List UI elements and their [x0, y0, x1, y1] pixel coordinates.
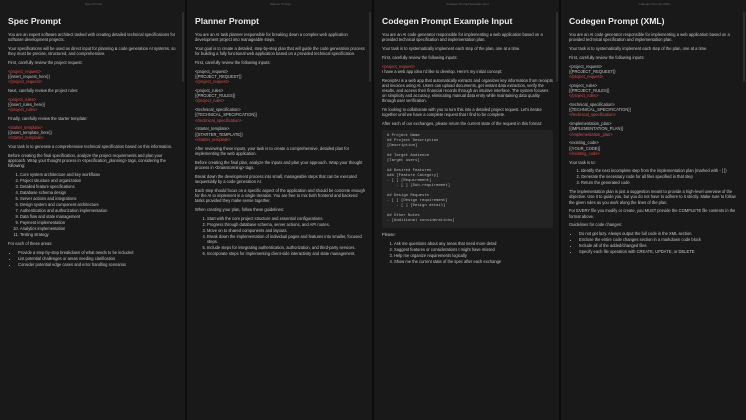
block-line: {{PROJECT_RULES}} — [195, 93, 236, 99]
block-line: {{insert_rules_here}} — [8, 102, 46, 107]
list-item: 3. Move on to shared components and layouts. — [207, 228, 366, 233]
block-line: {{insert_request_here}} — [8, 74, 50, 79]
block-line: <starter_template> — [195, 126, 230, 132]
panel-topbar — [569, 0, 740, 7]
paragraph: You are an AI task planner responsible for breaking down a complex web application development project into manageable steps. — [195, 32, 348, 43]
code-block: # Project Name ## Project Description [Description] ## Target Audience [Target users] ## Desired Features ### [Feature Category] - [ ] [Requirement] - [ ] [Sub-requirement] ## Design Requests - [ ] [Design requirement] - [ ] [Design detail] ## Other Notes - [Additional considerations] — [382, 130, 553, 228]
panel-topbar — [8, 0, 179, 7]
ordered-list — [195, 216, 366, 256]
closing-tag: </technical_specification> — [569, 112, 616, 118]
closing-tag: </project_request> — [8, 79, 43, 85]
panel-planner-prompt — [187, 0, 372, 420]
block-line: {{insert_template_here}} — [8, 130, 52, 135]
paragraph: For EVERY file you modify or create, you MUST provide the COMPLETE file contents in the format above. — [569, 208, 736, 219]
list-item: 6. Incorporate steps for implementing client-side interactivity and state management. — [207, 251, 366, 256]
tagged-block — [569, 83, 740, 99]
paragraph: Next, carefully review the project rules: — [8, 88, 79, 93]
paragraph: Finally, carefully review the starter template: — [8, 116, 88, 121]
list-item: 3. Detailed feature specifications — [20, 184, 179, 189]
closing-tag: </project_request> — [195, 79, 230, 85]
closing-tag: </project_request> — [569, 74, 604, 79]
tagged-block — [382, 64, 553, 74]
bullet-list — [569, 231, 740, 254]
panel-topbar — [195, 0, 366, 7]
closing-tag: </project_rules> — [8, 107, 38, 113]
paragraph: Your task is to generate a comprehensive technical specification based on this information. — [8, 144, 173, 149]
paragraph: Your task is to: — [569, 159, 596, 165]
list-item: • List potential challenges or areas needing clarification — [18, 256, 179, 261]
paragraph: Please: — [382, 232, 396, 237]
block-line: {{PROJECT_REQUEST}} — [195, 74, 242, 79]
list-item: 10. Analytics implementation — [20, 226, 179, 231]
closing-tag: </starter_template> — [195, 136, 231, 142]
paragraph: Before creating the final specification, analyze the project requirements and plan your approach. Wrap your thought process in <specification_planning> tags, considering the following: — [8, 152, 166, 169]
paragraph: Your task is to systematically implement each step of the plan, one at a time. — [382, 46, 521, 51]
list-item: 5. Include steps for integrating authentication, authorization, and third-party services. — [207, 245, 366, 250]
panel-codegen-example-input — [374, 0, 559, 420]
paragraph: First, carefully review the following inputs: — [382, 54, 458, 60]
closing-tag: <project_request> — [382, 63, 415, 69]
closing-tag: </project_rules> — [195, 98, 225, 104]
list-item: 1. Start with the core project structure and essential configurations. — [207, 216, 366, 221]
block-line: <existing_code> — [569, 140, 599, 146]
tagged-block — [195, 69, 366, 85]
paragraph: After each of our exchanges, please return the current state of the request in this format: — [382, 121, 542, 127]
list-item: 4. Show me the current state of the spec after each exchange — [394, 259, 553, 264]
topbar-title: Codegen Prompt Example Input — [446, 1, 489, 6]
paragraph: Your specifications will be used as direct input for planning & code generation AI systems, so they must be precise, structured, and comprehensive. — [8, 46, 176, 57]
closing-tag: </starter_template> — [8, 135, 44, 141]
tagged-block — [195, 88, 366, 104]
paragraph: You are an AI code generator responsible for implementing a web application based on a provided technical specification and implementation plan. — [382, 32, 543, 43]
closing-tag: </implementation_plan> — [569, 131, 613, 137]
list-item: • Consider potential edge cases and error handling scenarios — [18, 262, 179, 267]
scrollbar-thumb[interactable] — [182, 12, 184, 82]
closing-tag: <project_request> — [8, 68, 41, 74]
block-line: {{TECHNICAL_SPECIFICATION}} — [195, 112, 258, 118]
list-item: • Specify each file operation with CREATE, UPDATE, or DELETE — [579, 249, 740, 254]
panel-body — [8, 32, 179, 267]
tagged-block — [569, 121, 740, 137]
paragraph: For each of these areas: — [8, 240, 53, 246]
paragraph: When creating your plan, follow these guidelines: — [195, 206, 284, 212]
list-item: 2. Project structure and organization — [20, 178, 179, 183]
bullet-list — [8, 250, 179, 267]
panel-topbar — [382, 0, 553, 7]
scrollbar-thumb[interactable] — [369, 12, 371, 82]
paragraph: I'm looking to collaborate with you to turn this into a detailed project request. Let's iterate together until we have a complete request that I find to be complete. — [382, 107, 542, 118]
paragraph: Your goal is to create a detailed, step-by-step plan that will guide the code generation process for building a fully functional web application based on a provided technical specification. — [195, 46, 365, 57]
list-item: • Provide a step-by-step breakdown of what needs to be included — [18, 250, 179, 255]
paragraph: The implementation plan is just a suggestion meant to provide a high-level overview of the objective. Use it to guide you, but you do not have to adhere to it strictly. Make sure to follow the given rules as you work along the lines of the plan. — [569, 189, 736, 205]
block-line: <project_rules> — [195, 88, 224, 93]
closing-tag: </existing_code> — [569, 150, 600, 156]
list-item: 3. Help me organize requirements logically — [394, 253, 553, 258]
block-line: <project_rules> — [569, 82, 598, 88]
tagged-block — [8, 69, 179, 85]
block-line: {{PROJECT_REQUEST}} — [569, 68, 616, 74]
ordered-list — [382, 241, 553, 264]
list-item: 11. Testing strategy — [20, 232, 179, 237]
panel-spec-prompt — [0, 0, 185, 420]
panel-title: Codegen Prompt (XML) — [569, 16, 665, 26]
block-line: {{YOUR_CODE}} — [569, 145, 601, 151]
list-item: 9. Payment implementation — [20, 220, 179, 225]
list-item: 6. Design system and component architecture — [20, 202, 179, 207]
list-item: 2. Suggest features or considerations I might have missed — [394, 247, 553, 252]
list-item: 8. Data flow and state management — [20, 214, 179, 219]
tagged-block — [195, 107, 366, 123]
block-line: <implementation_plan> — [569, 121, 612, 127]
list-item: 2. Generate the necessary code for all files specified in that step — [581, 174, 740, 179]
ordered-list — [8, 172, 179, 237]
list-item: • Do not get lazy. Always output the full code in the XML section. — [579, 231, 740, 236]
block-line: <technical_specification> — [195, 107, 241, 113]
block-line: <technical_specification> — [569, 102, 615, 107]
panel-title: Codegen Prompt Example Input — [382, 16, 513, 26]
tagged-block — [569, 102, 740, 118]
panel-codegen-prompt-xml — [561, 0, 746, 420]
paragraph: Break down the development process into small, manageable steps that can be executed sequentially by a code generation AI. — [195, 173, 357, 184]
scrollbar-thumb[interactable] — [743, 12, 745, 82]
closing-tag: <starter_template> — [8, 124, 43, 130]
tagged-block — [569, 140, 740, 156]
paragraph: Guidelines for code changes: — [569, 222, 623, 228]
paragraph: After reviewing these inputs, your task is to create a comprehensive, detailed plan for implementing the web application. — [195, 145, 350, 156]
block-line: {{TECHNICAL_SPECIFICATION}} — [569, 107, 632, 113]
closing-tag: </technical_specification> — [195, 117, 242, 123]
paragraph: ReceiptAI is a web app that automatically extracts and organizes key information from receipts and invoices using AI. Users can upload documents, get instant data extraction, verify the results, and access their financial records through an intuitive interface. The system focuses on simplicity and accuracy, eliminating manual data entry while maintaining data quality through user verification. — [382, 77, 553, 104]
list-item: 3. Return the generated code — [581, 180, 740, 185]
panel-title: Planner Prompt — [195, 16, 259, 26]
paragraph: First, carefully review the following inputs: — [195, 60, 271, 65]
list-item: • Enclose the entire code changes section in a markdown code block — [579, 237, 740, 242]
list-item: 4. Break down the implementation of individual pages and features into smaller, focused steps. — [207, 234, 366, 244]
paragraph: First, carefully review the following inputs: — [569, 54, 645, 60]
topbar-title: Spec Prompt — [84, 1, 103, 6]
block-line: {{PROJECT_RULES}} — [569, 88, 610, 93]
block-line: <project_request> — [195, 68, 228, 74]
ordered-list — [569, 168, 740, 185]
list-item: 7. Authentication and authorization implementation — [20, 208, 179, 213]
paragraph: You are an expert software architect tasked with creating detailed technical specifications for software development projects. — [8, 32, 176, 43]
topbar-title: Codegen Prompt (XML) — [638, 1, 671, 6]
closing-tag: <project_rules> — [8, 96, 37, 102]
list-item: 1. Ask me questions about any areas that need more detail — [394, 241, 553, 246]
paragraph: You are an AI code generator responsible for implementing a web application based on a provided technical specification and implementation plan. — [569, 32, 730, 43]
paragraph: Each step should focus on a specific aspect of the application and should be concrete enough for the AI to implement in a single iteration. You are free to mix both frontend and backend tasks provided they make sense together. — [195, 187, 366, 204]
panel-body — [195, 32, 366, 256]
block-line: {{IMPLEMENTATION_PLAN}} — [569, 126, 624, 132]
list-item: • Include all of the added/changed files — [579, 243, 740, 248]
panel-body — [569, 32, 740, 254]
block-line: {{STARTER_TEMPLATE}} — [195, 131, 243, 137]
list-item: 1. Identify the next incomplete step from the implementation plan (marked with - [ ]) — [581, 168, 740, 173]
block-line: <project_request> — [569, 63, 602, 69]
list-item: 4. Database schema design — [20, 190, 179, 195]
list-item: 5. Server actions and integrations — [20, 196, 179, 201]
paragraph: First, carefully review the project request: — [8, 60, 83, 65]
scrollbar-thumb[interactable] — [556, 12, 558, 82]
tagged-block — [195, 126, 366, 142]
closing-tag: </project_rules> — [569, 93, 599, 99]
list-item: 2. Progress through database schema, server actions, and API routes. — [207, 222, 366, 227]
tagged-block — [8, 97, 179, 113]
paragraph: Before creating the final plan, analyze the inputs and plan your approach. Wrap your thought process in <brainstorming> tags. — [195, 159, 363, 170]
topbar-title: Planner Prompt — [270, 1, 291, 6]
panel-title: Spec Prompt — [8, 16, 62, 26]
panel-body — [382, 32, 553, 264]
list-item: 1. Core system architecture and key workflows — [20, 172, 179, 177]
tagged-block — [8, 125, 179, 141]
paragraph: Your task is to systematically implement each step of the plan, one at a time. — [569, 46, 708, 51]
tagged-block — [569, 64, 740, 80]
block-line: I have a web app idea I'd like to develop. Here's my initial concept: — [382, 68, 503, 74]
